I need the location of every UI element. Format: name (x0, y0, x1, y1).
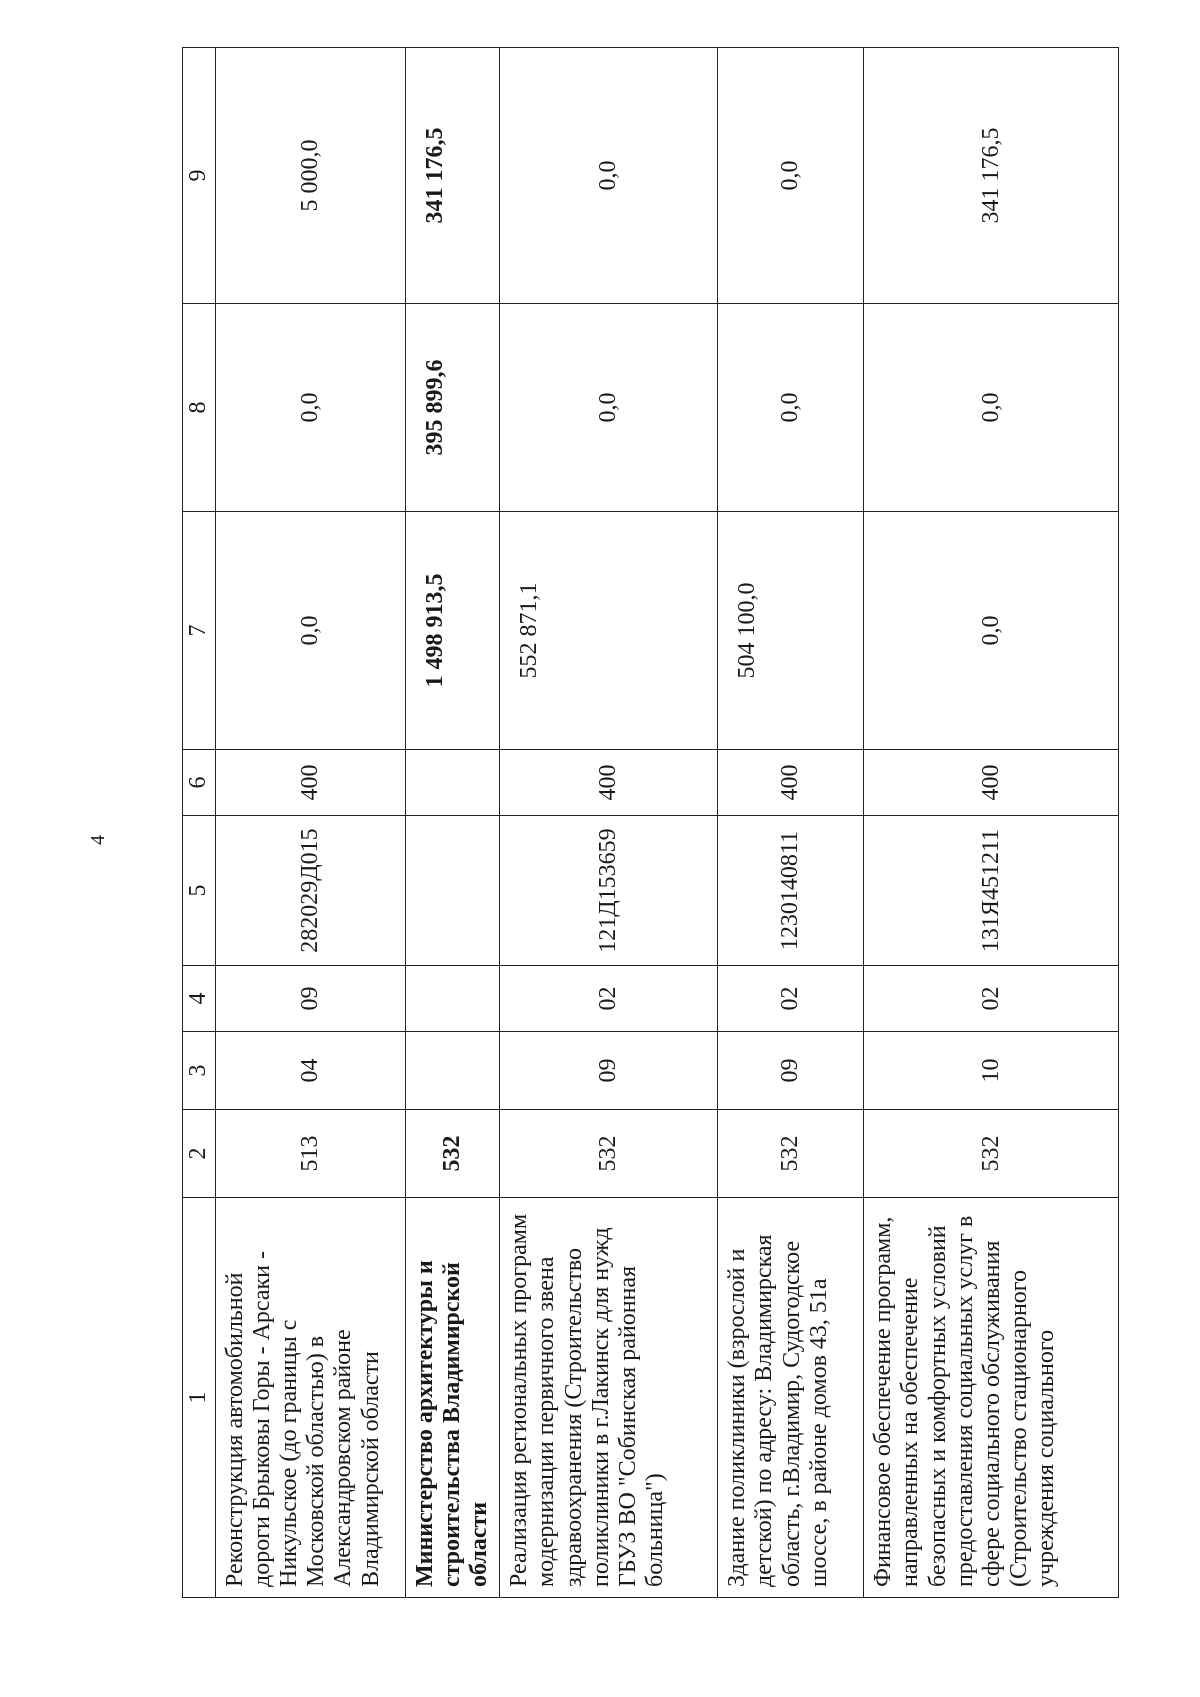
cell-col8: 0,0 (216, 304, 406, 512)
cell-col9: 5 000,0 (216, 48, 406, 304)
cell-col4: 02 (864, 966, 1119, 1032)
cell-col9: 0,0 (718, 48, 864, 304)
table-row (500, 48, 718, 1598)
cell-col3: 04 (216, 1032, 406, 1110)
row-name: Финансовое обеспечение программ, направленных на обеспечение безопасных и комфортных условий предоставления социальных услуг в сфере социального обслуживания (Строительство стационарного учреждения социального (864, 1198, 1119, 1598)
table-row (718, 48, 864, 1598)
cell-col2: 532 (864, 1110, 1119, 1198)
cell-col8: 0,0 (864, 304, 1119, 512)
cell-col4: 02 (718, 966, 864, 1032)
cell-col2: 532 (406, 1110, 500, 1198)
cell-col3: 10 (864, 1032, 1119, 1110)
cell-col6: 400 (864, 750, 1119, 816)
cell-col8: 0,0 (500, 304, 718, 512)
row-name: Реализация региональных программ модернизации первичного звена здравоохранения (Строительство поликлиники в г.Лакинск для нужд ГБУЗ ВО "Собинская районная больница") (500, 1198, 718, 1598)
header-cell-8: 8 (183, 304, 216, 512)
cell-col4: 02 (500, 966, 718, 1032)
table-container (182, 48, 1117, 1598)
cell-col3 (406, 1032, 500, 1110)
header-cell-9: 9 (183, 48, 216, 304)
cell-col5 (406, 816, 500, 966)
table-row (864, 48, 1119, 1598)
cell-col7: 1 498 913,5 (406, 512, 500, 750)
cell-col7: 0,0 (216, 512, 406, 750)
page-number: 4 (87, 835, 109, 845)
row-name: Министерство архитектуры и строительства Владимирской области (406, 1198, 500, 1598)
cell-col5: 282029Д015 (216, 816, 406, 966)
cell-col5: 121Д153659 (500, 816, 718, 966)
cell-col2: 532 (500, 1110, 718, 1198)
cell-col7: 0,0 (864, 512, 1119, 750)
header-row (183, 48, 216, 1598)
table-row (216, 48, 406, 1598)
cell-col8: 0,0 (718, 304, 864, 512)
cell-col9: 341 176,5 (406, 48, 500, 304)
cell-col6: 400 (718, 750, 864, 816)
cell-col5: 131Я451211 (864, 816, 1119, 966)
cell-col7: 552 871,1 (500, 512, 718, 750)
cell-col2: 513 (216, 1110, 406, 1198)
cell-col9: 0,0 (500, 48, 718, 304)
cell-col7: 504 100,0 (718, 512, 864, 750)
row-name: Реконструкция автомобильной дороги Брыковы Горы - Арсаки - Никульское (до границы с Московской областью) в Александровском районе Владимирской области (216, 1198, 406, 1598)
header-cell-5: 5 (183, 816, 216, 966)
header-cell-3: 3 (183, 1032, 216, 1110)
cell-col4: 09 (216, 966, 406, 1032)
cell-col8: 395 899,6 (406, 304, 500, 512)
cell-col3: 09 (718, 1032, 864, 1110)
cell-col5: 1230140811 (718, 816, 864, 966)
budget-table (182, 47, 1119, 1598)
header-cell-7: 7 (183, 512, 216, 750)
cell-col6: 400 (500, 750, 718, 816)
header-cell-4: 4 (183, 966, 216, 1032)
cell-col6: 400 (216, 750, 406, 816)
header-cell-6: 6 (183, 750, 216, 816)
header-cell-2: 2 (183, 1110, 216, 1198)
table-row (406, 48, 500, 1598)
cell-col3: 09 (500, 1032, 718, 1110)
cell-col2: 532 (718, 1110, 864, 1198)
cell-col9: 341 176,5 (864, 48, 1119, 304)
cell-col6 (406, 750, 500, 816)
header-cell-1: 1 (183, 1198, 216, 1598)
row-name: Здание поликлиники (взрослой и детской) по адресу: Владимирская область, г.Владимир, Судогодское шоссе, в районе домов 43, 51а (718, 1198, 864, 1598)
cell-col4 (406, 966, 500, 1032)
